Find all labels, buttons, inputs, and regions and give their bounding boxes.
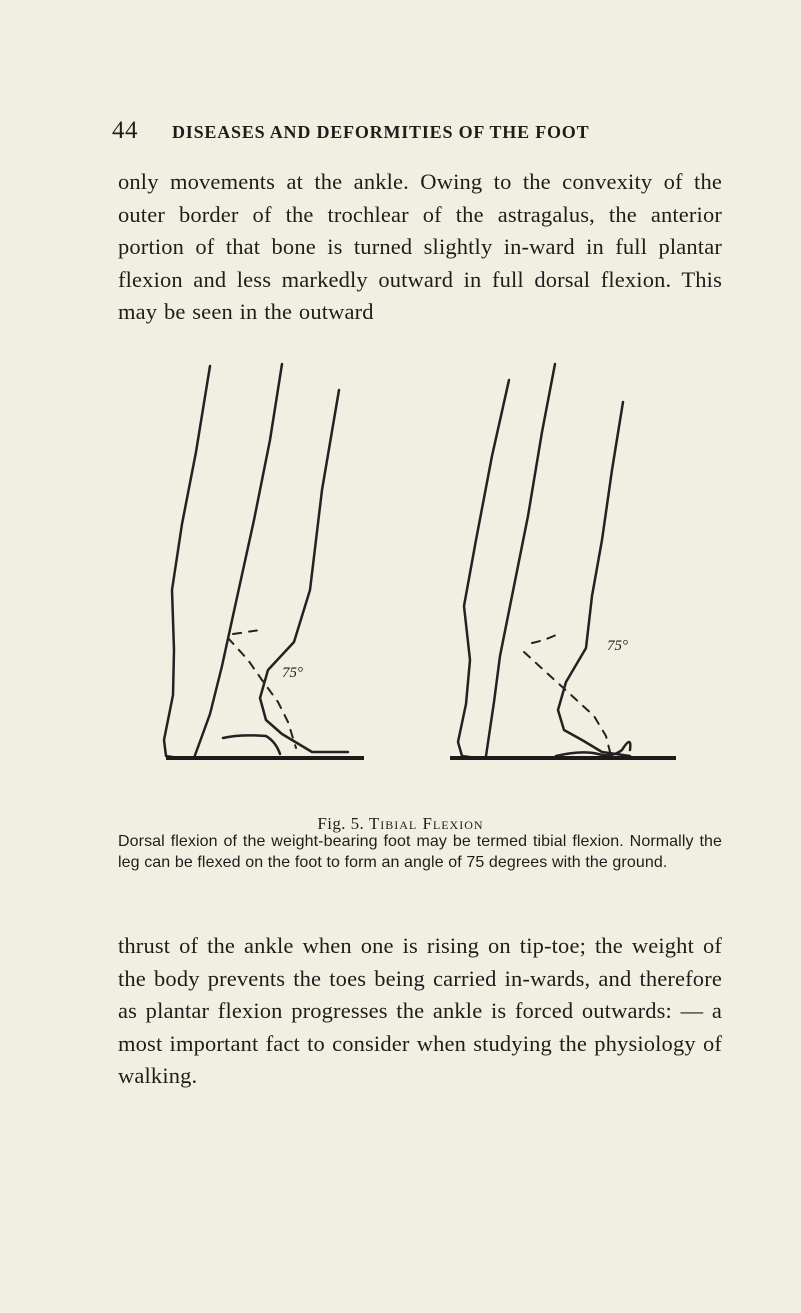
- right-angle-label: 75°: [607, 638, 628, 654]
- right-foot-drawing: [458, 364, 630, 760]
- left-foot-drawing: [164, 364, 348, 758]
- body-paragraph-bottom: thrust of the ankle when one is rising on tip-toe; the weight of the body prevents the toes being carried in-wards, and therefore as plantar flexion progresses the ankle is forced outwards: — a most important fact to consider when studying the physiology of walking.: [118, 933, 722, 1088]
- running-head: DISEASES AND DEFORMITIES OF THE FOOT: [172, 122, 590, 142]
- tibial-flexion-illustration: [160, 360, 692, 804]
- page-header: [112, 118, 712, 144]
- page-number: 44: [112, 117, 138, 144]
- figure-label: Fig. 5.: [317, 814, 365, 833]
- tibial-flexion-figure: [160, 360, 692, 804]
- body-paragraph-top: only movements at the ankle. Owing to the convexity of the outer border of the trochlear of the astragalus, the anterior portion of that bone is turned slightly in-ward in full plantar flexion and less markedly outward in full dorsal flexion. This may be seen in the outward: [118, 169, 722, 324]
- left-angle-label: 75°: [282, 665, 303, 681]
- figure-caption-text: Dorsal flexion of the weight-bearing foot may be termed tibial flexion. Normally the leg can be flexed on the foot to form an angle of 75 degrees with the ground.: [118, 833, 722, 871]
- figure-title: Tibial Flexion: [368, 814, 484, 833]
